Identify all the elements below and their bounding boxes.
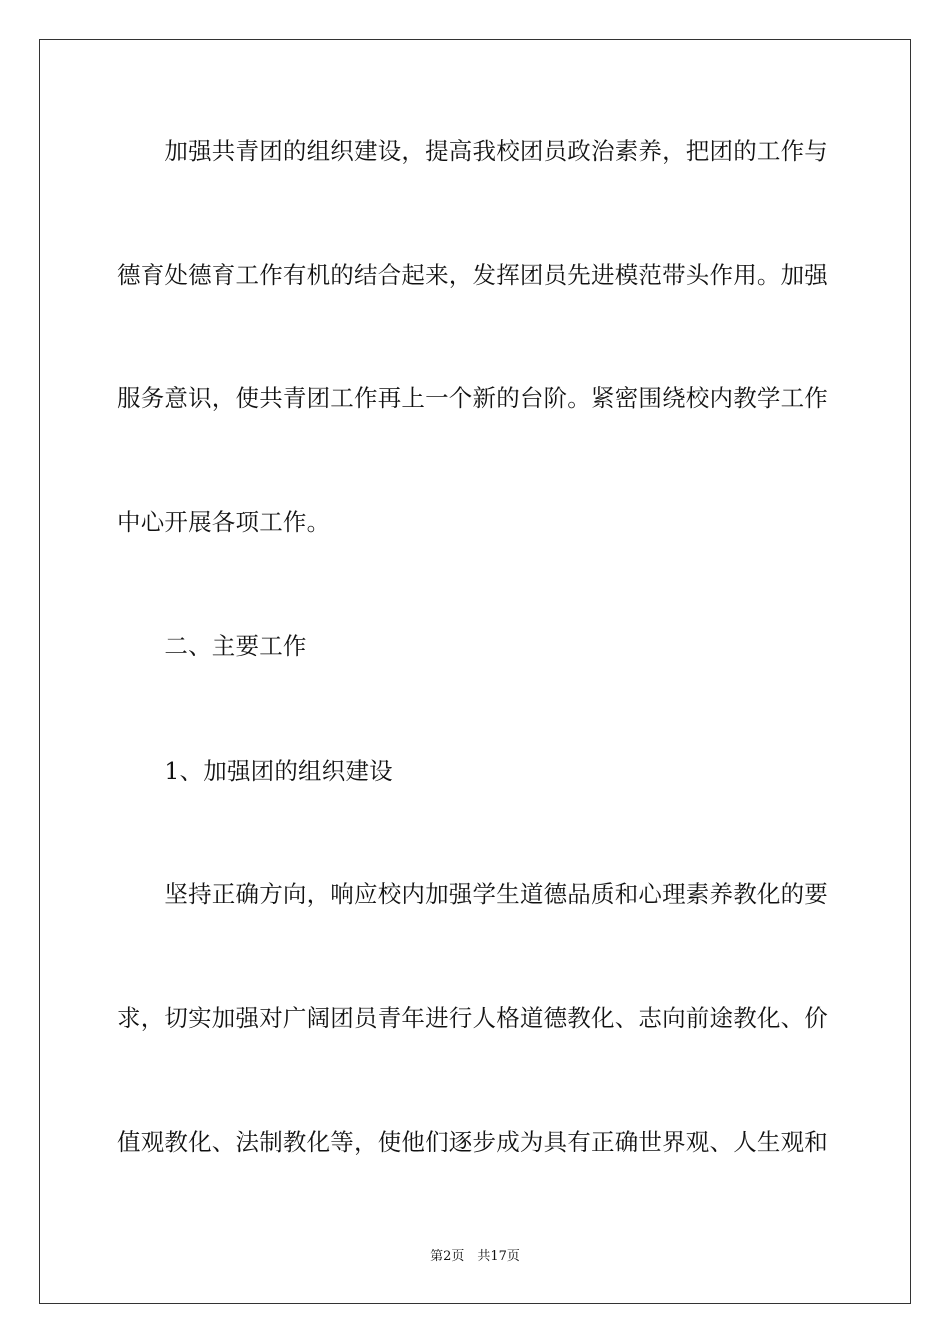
paragraph-line: 坚持正确方向，响应校内加强学生道德品质和心理素养教化的要 bbox=[117, 880, 828, 908]
paragraph-line: 加强共青团的组织建设，提高我校团员政治素养，把团的工作与 bbox=[117, 137, 828, 165]
section-heading: 二、主要工作 bbox=[117, 632, 307, 660]
paragraph-line: 服务意识，使共青团工作再上一个新的台阶。紧密围绕校内教学工作 bbox=[117, 384, 828, 412]
page-border bbox=[39, 39, 911, 1304]
paragraph-line: 德育处德育工作有机的结合起来，发挥团员先进模范带头作用。加强 bbox=[117, 261, 828, 289]
paragraph-line: 求，切实加强对广阔团员青年进行人格道德教化、志向前途教化、价 bbox=[117, 1004, 828, 1032]
page-number: 第2页 共17页 bbox=[430, 1249, 520, 1264]
paragraph-line: 中心开展各项工作。 bbox=[117, 508, 331, 536]
paragraph-line: 值观教化、法制教化等，使他们逐步成为具有正确世界观、人生观和 bbox=[117, 1128, 828, 1156]
subsection-heading: 1、加强团的组织建设 bbox=[117, 757, 393, 785]
